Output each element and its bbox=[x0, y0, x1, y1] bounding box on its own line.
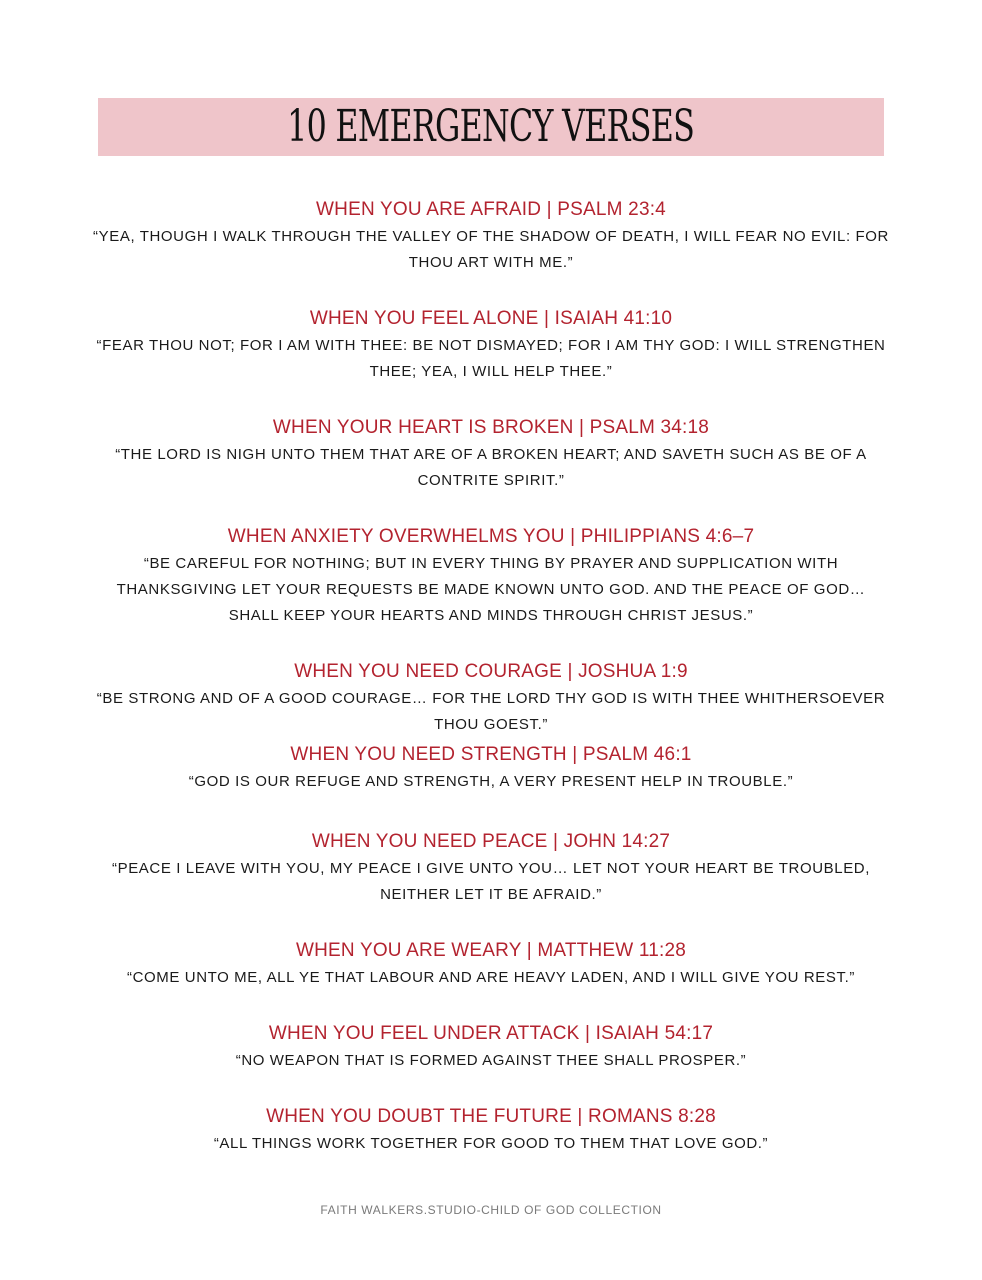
verse-list bbox=[90, 196, 892, 1157]
verse-heading: WHEN ANXIETY OVERWHELMS YOU | PHILIPPIANS 4:6–7 bbox=[227, 526, 755, 547]
verse-text: “FEAR THOU NOT; FOR I AM WITH THEE: BE NOT DISMAYED; FOR I AM THY GOD: I WILL STRENGTHEN THEE; YEA, I WILL HELP THEE.” bbox=[96, 337, 886, 380]
verse-block-anxiety bbox=[90, 523, 892, 658]
verse-block-future bbox=[90, 1103, 892, 1157]
verse-text: “NO WEAPON THAT IS FORMED AGAINST THEE SHALL PROSPER.” bbox=[235, 1052, 747, 1069]
verse-heading: WHEN YOU NEED COURAGE | JOSHUA 1:9 bbox=[294, 661, 688, 682]
verse-block-alone bbox=[90, 305, 892, 414]
verse-heading: WHEN YOU NEED PEACE | JOHN 14:27 bbox=[311, 831, 671, 852]
verse-text: “BE CAREFUL FOR NOTHING; BUT IN EVERY THING BY PRAYER AND SUPPLICATION WITH THANKSGIVING LET YOUR REQUESTS BE MADE KNOWN UNTO GOD. AND THE PEACE OF GOD… SHALL KEEP YOUR HEARTS AND MINDS THROUGH CHRIST JESUS.” bbox=[116, 555, 866, 624]
verse-heading: WHEN YOUR HEART IS BROKEN | PSALM 34:18 bbox=[272, 417, 710, 438]
title-banner bbox=[98, 98, 884, 156]
verse-heading: WHEN YOU ARE AFRAID | PSALM 23:4 bbox=[316, 199, 666, 220]
verse-heading: WHEN YOU ARE WEARY | MATTHEW 11:28 bbox=[295, 940, 687, 961]
verse-block-peace bbox=[90, 828, 892, 937]
verse-block-strength bbox=[90, 741, 892, 828]
verse-text: “GOD IS OUR REFUGE AND STRENGTH, A VERY PRESENT HELP IN TROUBLE.” bbox=[188, 773, 794, 790]
verse-heading: WHEN YOU FEEL UNDER ATTACK | ISAIAH 54:17 bbox=[268, 1023, 714, 1044]
verse-heading: WHEN YOU DOUBT THE FUTURE | ROMANS 8:28 bbox=[266, 1106, 716, 1127]
page-title: 10 EMERGENCY VERSES bbox=[287, 101, 695, 152]
verse-text: “BE STRONG AND OF A GOOD COURAGE… FOR THE LORD THY GOD IS WITH THEE WHITHERSOEVER THOU GOEST.” bbox=[96, 690, 886, 733]
verse-block-attack bbox=[90, 1020, 892, 1103]
verse-text: “PEACE I LEAVE WITH YOU, MY PEACE I GIVE UNTO YOU… LET NOT YOUR HEART BE TROUBLED, NEITHER LET IT BE AFRAID.” bbox=[112, 860, 870, 903]
verse-heading: WHEN YOU NEED STRENGTH | PSALM 46:1 bbox=[290, 744, 692, 765]
verse-text: “YEA, THOUGH I WALK THROUGH THE VALLEY OF THE SHADOW OF DEATH, I WILL FEAR NO EVIL: FOR THOU ART WITH ME.” bbox=[93, 228, 889, 271]
verse-block-afraid bbox=[90, 196, 892, 292]
footer-credit: FAITH WALKERS.STUDIO-CHILD OF GOD COLLECTION bbox=[320, 1203, 662, 1217]
verse-block-weary bbox=[90, 937, 892, 1020]
verse-block-broken-heart bbox=[90, 414, 892, 523]
verse-heading: WHEN YOU FEEL ALONE | ISAIAH 41:10 bbox=[309, 308, 673, 329]
verse-text: “THE LORD IS NIGH UNTO THEM THAT ARE OF A BROKEN HEART; AND SAVETH SUCH AS BE OF A CONTRITE SPIRIT.” bbox=[115, 446, 867, 489]
verse-block-courage bbox=[90, 658, 892, 741]
verse-text: “COME UNTO ME, ALL YE THAT LABOUR AND ARE HEAVY LADEN, AND I WILL GIVE YOU REST.” bbox=[127, 969, 855, 986]
verse-text: “ALL THINGS WORK TOGETHER FOR GOOD TO THEM THAT LOVE GOD.” bbox=[213, 1135, 769, 1152]
